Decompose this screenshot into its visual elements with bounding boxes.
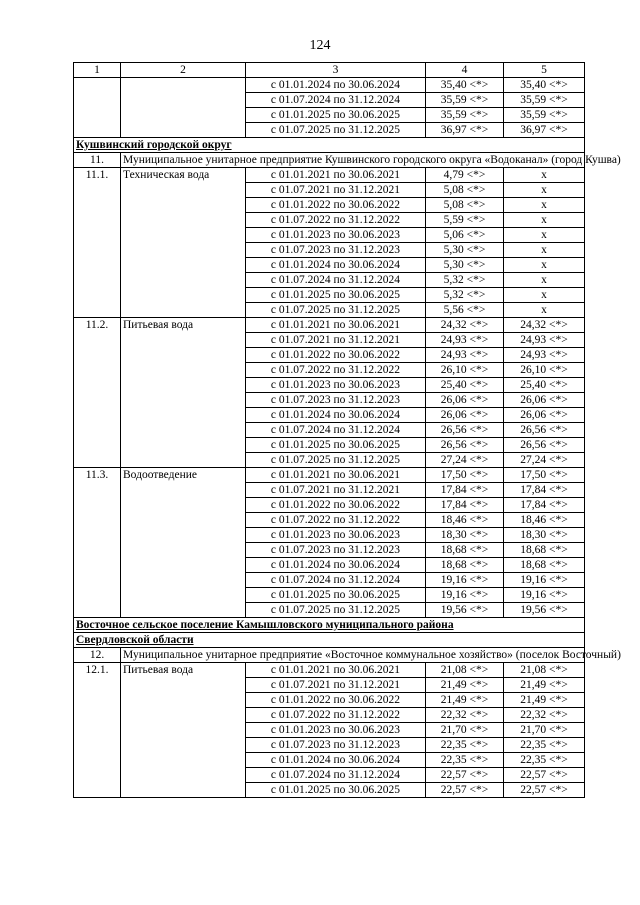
tariff-value: 35,59 <*> [426,108,504,123]
tariff-value: 24,32 <*> [426,318,504,333]
column-header: 1 [74,63,121,78]
tariff-value: 5,30 <*> [426,258,504,273]
tariff-value: 24,93 <*> [504,348,585,363]
tariff-value: 22,35 <*> [426,753,504,768]
tariff-table-body [74,63,621,798]
section-title: Восточное сельское поселение Камышловского муниципального района [74,618,585,633]
period-cell: с 01.07.2023 по 31.12.2023 [246,243,426,258]
period-cell: с 01.01.2021 по 30.06.2021 [246,318,426,333]
item-number [74,78,121,138]
tariff-value: 36,97 <*> [426,123,504,138]
period-cell: с 01.07.2024 по 31.12.2024 [246,573,426,588]
tariff-value: 19,16 <*> [504,573,585,588]
tariff-value: 5,32 <*> [426,288,504,303]
tariff-value: 24,93 <*> [426,348,504,363]
period-cell: с 01.07.2025 по 31.12.2025 [246,603,426,618]
item-name: Питьевая вода [121,663,246,798]
tariff-value: 17,50 <*> [426,468,504,483]
tariff-table [73,62,621,798]
tariff-value: x [504,273,585,288]
period-cell: с 01.01.2023 по 30.06.2023 [246,723,426,738]
period-cell: с 01.01.2022 по 30.06.2022 [246,693,426,708]
tariff-value: 21,49 <*> [426,678,504,693]
tariff-value: 24,32 <*> [504,318,585,333]
period-cell: с 01.07.2025 по 31.12.2025 [246,453,426,468]
organization-row [74,648,585,663]
tariff-value: 35,59 <*> [426,93,504,108]
tariff-value: x [504,258,585,273]
organization-number: 12. [74,648,121,663]
page-number: 124 [309,38,331,53]
tariff-row [74,318,585,333]
period-cell: с 01.07.2022 по 31.12.2022 [246,363,426,378]
period-cell: с 01.01.2022 по 30.06.2022 [246,198,426,213]
tariff-value: x [504,288,585,303]
item-name: Техническая вода [121,168,246,318]
tariff-value: 19,56 <*> [426,603,504,618]
tariff-value: 26,06 <*> [504,408,585,423]
tariff-value: 22,32 <*> [504,708,585,723]
period-cell: с 01.01.2021 по 30.06.2021 [246,468,426,483]
tariff-value: 19,16 <*> [426,573,504,588]
section-title: Кушвинский городской округ [74,138,585,153]
tariff-value: x [504,213,585,228]
tariff-value: 18,30 <*> [426,528,504,543]
tariff-value: 18,68 <*> [426,558,504,573]
tariff-value: 21,49 <*> [426,693,504,708]
period-cell: с 01.07.2021 по 31.12.2021 [246,483,426,498]
tariff-value: 22,57 <*> [504,768,585,783]
column-header: 5 [504,63,585,78]
period-cell: с 01.07.2025 по 31.12.2025 [246,123,426,138]
period-cell: с 01.01.2025 по 30.06.2025 [246,438,426,453]
tariff-value: 5,56 <*> [426,303,504,318]
period-cell: с 01.01.2021 по 30.06.2021 [246,168,426,183]
section-row [74,633,585,648]
period-cell: с 01.07.2025 по 31.12.2025 [246,303,426,318]
tariff-value: x [504,183,585,198]
tariff-value: 18,68 <*> [504,558,585,573]
organization-row [74,153,585,168]
tariff-value: 26,06 <*> [504,393,585,408]
period-cell: с 01.07.2021 по 31.12.2021 [246,678,426,693]
item-name: Питьевая вода [121,318,246,468]
period-cell: с 01.01.2022 по 30.06.2022 [246,498,426,513]
tariff-value: x [504,198,585,213]
period-cell: с 01.01.2024 по 30.06.2024 [246,558,426,573]
period-cell: с 01.07.2022 по 31.12.2022 [246,213,426,228]
tariff-value: 5,08 <*> [426,183,504,198]
tariff-value: 35,59 <*> [504,108,585,123]
period-cell: с 01.01.2024 по 30.06.2024 [246,753,426,768]
period-cell: с 01.01.2024 по 30.06.2024 [246,258,426,273]
period-cell: с 01.01.2024 по 30.06.2024 [246,78,426,93]
tariff-value: 36,97 <*> [504,123,585,138]
tariff-value: 26,56 <*> [504,438,585,453]
tariff-value: 22,35 <*> [504,753,585,768]
tariff-value: 21,49 <*> [504,678,585,693]
tariff-value: 27,24 <*> [426,453,504,468]
tariff-value: 24,93 <*> [504,333,585,348]
period-cell: с 01.01.2023 по 30.06.2023 [246,228,426,243]
period-cell: с 01.07.2024 по 31.12.2024 [246,768,426,783]
period-cell: с 01.07.2023 по 31.12.2023 [246,393,426,408]
tariff-row [74,663,585,678]
tariff-value: 21,70 <*> [504,723,585,738]
organization-number: 11. [74,153,121,168]
tariff-value: 35,40 <*> [426,78,504,93]
organization-name: Муниципальное унитарное предприятие «Восточное коммунальное хозяйство» (поселок Восточный) [121,648,585,663]
tariff-value: 35,40 <*> [504,78,585,93]
tariff-value: 21,08 <*> [426,663,504,678]
tariff-value: 17,50 <*> [504,468,585,483]
tariff-value: 26,06 <*> [426,393,504,408]
tariff-value: 18,46 <*> [504,513,585,528]
tariff-value: 22,57 <*> [426,768,504,783]
period-cell: с 01.01.2025 по 30.06.2025 [246,108,426,123]
tariff-value: 26,10 <*> [504,363,585,378]
tariff-value: 26,56 <*> [426,438,504,453]
period-cell: с 01.01.2023 по 30.06.2023 [246,378,426,393]
tariff-value: 19,16 <*> [426,588,504,603]
tariff-value: 17,84 <*> [504,483,585,498]
tariff-value: 21,08 <*> [504,663,585,678]
item-name [121,78,246,138]
tariff-row [74,78,585,93]
period-cell: с 01.01.2025 по 30.06.2025 [246,288,426,303]
tariff-value: x [504,168,585,183]
tariff-value: 17,84 <*> [426,483,504,498]
period-cell: с 01.01.2023 по 30.06.2023 [246,528,426,543]
tariff-value: 5,32 <*> [426,273,504,288]
tariff-value: 22,57 <*> [426,783,504,798]
item-number: 12.1. [74,663,121,798]
tariff-value: 5,59 <*> [426,213,504,228]
tariff-value: 24,93 <*> [426,333,504,348]
period-cell: с 01.07.2023 по 31.12.2023 [246,738,426,753]
period-cell: с 01.07.2024 по 31.12.2024 [246,423,426,438]
column-header: 3 [246,63,426,78]
tariff-value: 25,40 <*> [504,378,585,393]
column-header: 4 [426,63,504,78]
tariff-value: 35,59 <*> [504,93,585,108]
tariff-value: 26,56 <*> [426,423,504,438]
tariff-value: 25,40 <*> [426,378,504,393]
period-cell: с 01.01.2025 по 30.06.2025 [246,588,426,603]
tariff-value: 27,24 <*> [504,453,585,468]
tariff-value: x [504,303,585,318]
tariff-value: x [504,228,585,243]
tariff-value: 22,35 <*> [504,738,585,753]
item-number: 11.2. [74,318,121,468]
period-cell: с 01.07.2024 по 31.12.2024 [246,273,426,288]
period-cell: с 01.07.2022 по 31.12.2022 [246,513,426,528]
period-cell: с 01.07.2023 по 31.12.2023 [246,543,426,558]
tariff-value: 19,16 <*> [504,588,585,603]
column-header-row [74,63,585,78]
period-cell: с 01.07.2021 по 31.12.2021 [246,183,426,198]
item-number: 11.1. [74,168,121,318]
tariff-value: 17,84 <*> [426,498,504,513]
tariff-value: 18,46 <*> [426,513,504,528]
tariff-value: 22,35 <*> [426,738,504,753]
item-number: 11.3. [74,468,121,618]
period-cell: с 01.01.2022 по 30.06.2022 [246,348,426,363]
period-cell: с 01.07.2021 по 31.12.2021 [246,333,426,348]
tariff-value: 26,10 <*> [426,363,504,378]
period-cell: с 01.07.2024 по 31.12.2024 [246,93,426,108]
column-header: 2 [121,63,246,78]
tariff-value: 5,08 <*> [426,198,504,213]
tariff-value: 17,84 <*> [504,498,585,513]
tariff-value: 18,30 <*> [504,528,585,543]
tariff-value: 21,49 <*> [504,693,585,708]
tariff-value: 4,79 <*> [426,168,504,183]
section-title: Свердловской области [74,633,585,648]
tariff-value: 26,06 <*> [426,408,504,423]
tariff-value: 22,32 <*> [426,708,504,723]
period-cell: с 01.01.2024 по 30.06.2024 [246,408,426,423]
tariff-value: 5,06 <*> [426,228,504,243]
section-row [74,618,585,633]
tariff-value: 26,56 <*> [504,423,585,438]
tariff-value: 18,68 <*> [504,543,585,558]
period-cell: с 01.01.2021 по 30.06.2021 [246,663,426,678]
tariff-value: 19,56 <*> [504,603,585,618]
tariff-row [74,468,585,483]
organization-name: Муниципальное унитарное предприятие Кушвинского городского округа «Водоканал» (город Кушва) [121,153,585,168]
period-cell: с 01.01.2025 по 30.06.2025 [246,783,426,798]
section-row [74,138,585,153]
item-name: Водоотведение [121,468,246,618]
tariff-value: 18,68 <*> [426,543,504,558]
tariff-value: 5,30 <*> [426,243,504,258]
tariff-row [74,168,585,183]
tariff-value: 22,57 <*> [504,783,585,798]
tariff-value: x [504,243,585,258]
tariff-value: 21,70 <*> [426,723,504,738]
period-cell: с 01.07.2022 по 31.12.2022 [246,708,426,723]
